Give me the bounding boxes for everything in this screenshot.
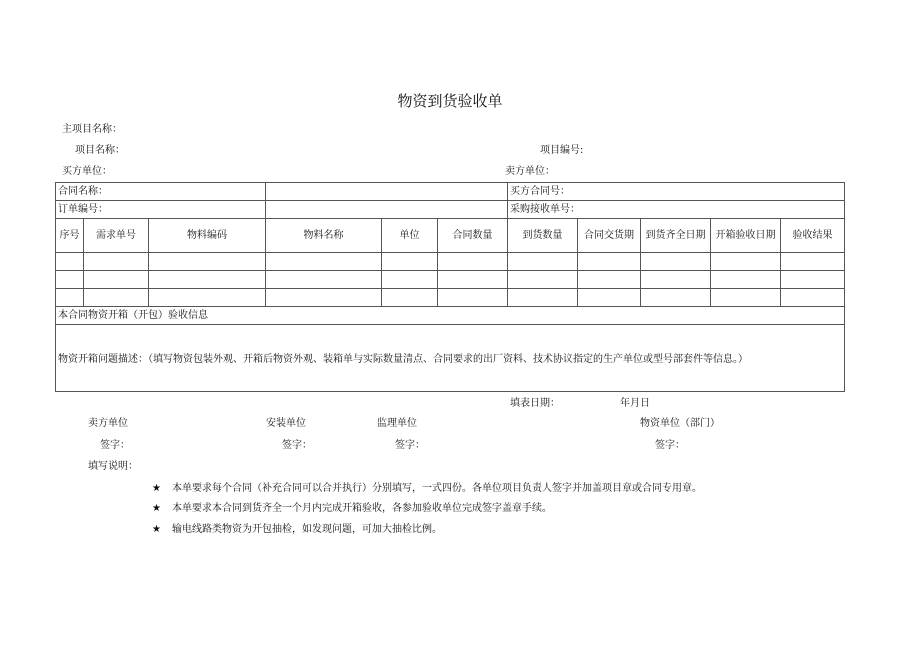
star-icon: ★ xyxy=(152,503,161,514)
table-cell[interactable] xyxy=(508,253,578,271)
contract-name-value[interactable] xyxy=(266,183,508,201)
table-cell[interactable] xyxy=(149,289,266,307)
star-icon: ★ xyxy=(152,483,161,494)
table-cell[interactable] xyxy=(56,253,84,271)
table-cell[interactable] xyxy=(438,271,508,289)
table-cell[interactable] xyxy=(781,271,845,289)
table-cell[interactable] xyxy=(578,271,641,289)
fill-date-label: 填表日期： xyxy=(510,398,560,409)
sign-field-materials[interactable]: 签字： xyxy=(655,440,685,451)
seller-label: 卖方单位： xyxy=(505,166,555,177)
inspection-table xyxy=(55,182,845,392)
note-item: 输电线路类物资为开包抽检，如发现问题，可加大抽检比例。 xyxy=(172,524,442,535)
buyer-label: 买方单位： xyxy=(62,166,112,177)
contract-name-cell: 合同名称： xyxy=(56,183,266,201)
table-cell[interactable] xyxy=(149,271,266,289)
col-header: 开箱验收日期 xyxy=(711,219,781,253)
table-cell[interactable] xyxy=(711,289,781,307)
col-header: 验收结果 xyxy=(781,219,845,253)
col-header: 合同数量 xyxy=(438,219,508,253)
table-cell[interactable] xyxy=(266,253,382,271)
page-title: 物资到货验收单 xyxy=(397,92,503,110)
table-cell[interactable] xyxy=(508,289,578,307)
table-row xyxy=(56,289,845,307)
table-cell[interactable] xyxy=(266,289,382,307)
col-header: 需求单号 xyxy=(84,219,149,253)
table-cell[interactable] xyxy=(438,253,508,271)
table-cell[interactable] xyxy=(84,289,149,307)
column-header-row xyxy=(56,219,845,253)
order-row xyxy=(56,201,845,219)
star-icon: ★ xyxy=(152,524,161,535)
section-title: 本合同物资开箱（开包）验收信息 xyxy=(56,307,845,325)
table-cell[interactable] xyxy=(56,289,84,307)
table-cell[interactable] xyxy=(641,253,711,271)
table-cell[interactable] xyxy=(266,271,382,289)
sign-field-installer[interactable]: 签字： xyxy=(282,440,312,451)
party-materials: 物资单位（部门） xyxy=(640,418,720,429)
project-no-label: 项目编号: xyxy=(540,145,584,156)
table-cell[interactable] xyxy=(84,253,149,271)
order-no-value[interactable] xyxy=(266,201,508,219)
note-item: 本单要求每个合同（补充合同可以合并执行）分别填写，一式四份。各单位项目负责人签字并加盖项目章或合同专用章。 xyxy=(172,483,702,494)
table-cell[interactable] xyxy=(711,253,781,271)
table-cell[interactable] xyxy=(56,271,84,289)
sign-field-seller[interactable]: 签字： xyxy=(100,440,130,451)
col-header: 到货数量 xyxy=(508,219,578,253)
table-cell[interactable] xyxy=(578,253,641,271)
fill-date-value: 年月日 xyxy=(620,398,650,409)
table-cell[interactable] xyxy=(641,271,711,289)
section-title-row xyxy=(56,307,845,325)
notes-title: 填写说明： xyxy=(88,461,138,472)
problem-desc[interactable]: 物资开箱问题描述：（填写物资包装外观、开箱后物资外观、装箱单与实际数量清点、合同要求的出厂资料、技术协议指定的生产单位或型号部套件等信息。） xyxy=(56,325,845,392)
party-installer: 安装单位 xyxy=(266,418,306,429)
table-cell[interactable] xyxy=(149,253,266,271)
table-row xyxy=(56,253,845,271)
table-cell[interactable] xyxy=(84,271,149,289)
col-header: 合同交货期 xyxy=(578,219,641,253)
table-cell[interactable] xyxy=(711,271,781,289)
table-cell[interactable] xyxy=(781,289,845,307)
note-item: 本单要求本合同到货齐全一个月内完成开箱验收，各参加验收单位完成签字盖章手续。 xyxy=(172,503,552,514)
buyer-contract-no-cell: 买方合同号： xyxy=(508,183,845,201)
contract-row xyxy=(56,183,845,201)
table-cell[interactable] xyxy=(382,253,438,271)
col-header: 序号 xyxy=(56,219,84,253)
main-project-label: 主项目名称： xyxy=(62,124,122,135)
col-header: 到货齐全日期 xyxy=(641,219,711,253)
project-name-label: 项目名称： xyxy=(75,145,125,156)
purchase-receipt-no-cell: 采购接收单号： xyxy=(508,201,845,219)
table-row xyxy=(56,271,845,289)
table-cell[interactable] xyxy=(578,289,641,307)
col-header: 物料名称 xyxy=(266,219,382,253)
table-cell[interactable] xyxy=(781,253,845,271)
table-cell[interactable] xyxy=(641,289,711,307)
order-no-cell: 订单编号： xyxy=(56,201,266,219)
table-cell[interactable] xyxy=(382,271,438,289)
problem-desc-row xyxy=(56,325,845,392)
party-supervisor: 监理单位 xyxy=(377,418,417,429)
table-cell[interactable] xyxy=(382,289,438,307)
table-cell[interactable] xyxy=(508,271,578,289)
sign-field-supervisor[interactable]: 签字： xyxy=(395,440,425,451)
table-cell[interactable] xyxy=(438,289,508,307)
col-header: 单位 xyxy=(382,219,438,253)
col-header: 物料编码 xyxy=(149,219,266,253)
party-seller: 卖方单位 xyxy=(88,418,128,429)
